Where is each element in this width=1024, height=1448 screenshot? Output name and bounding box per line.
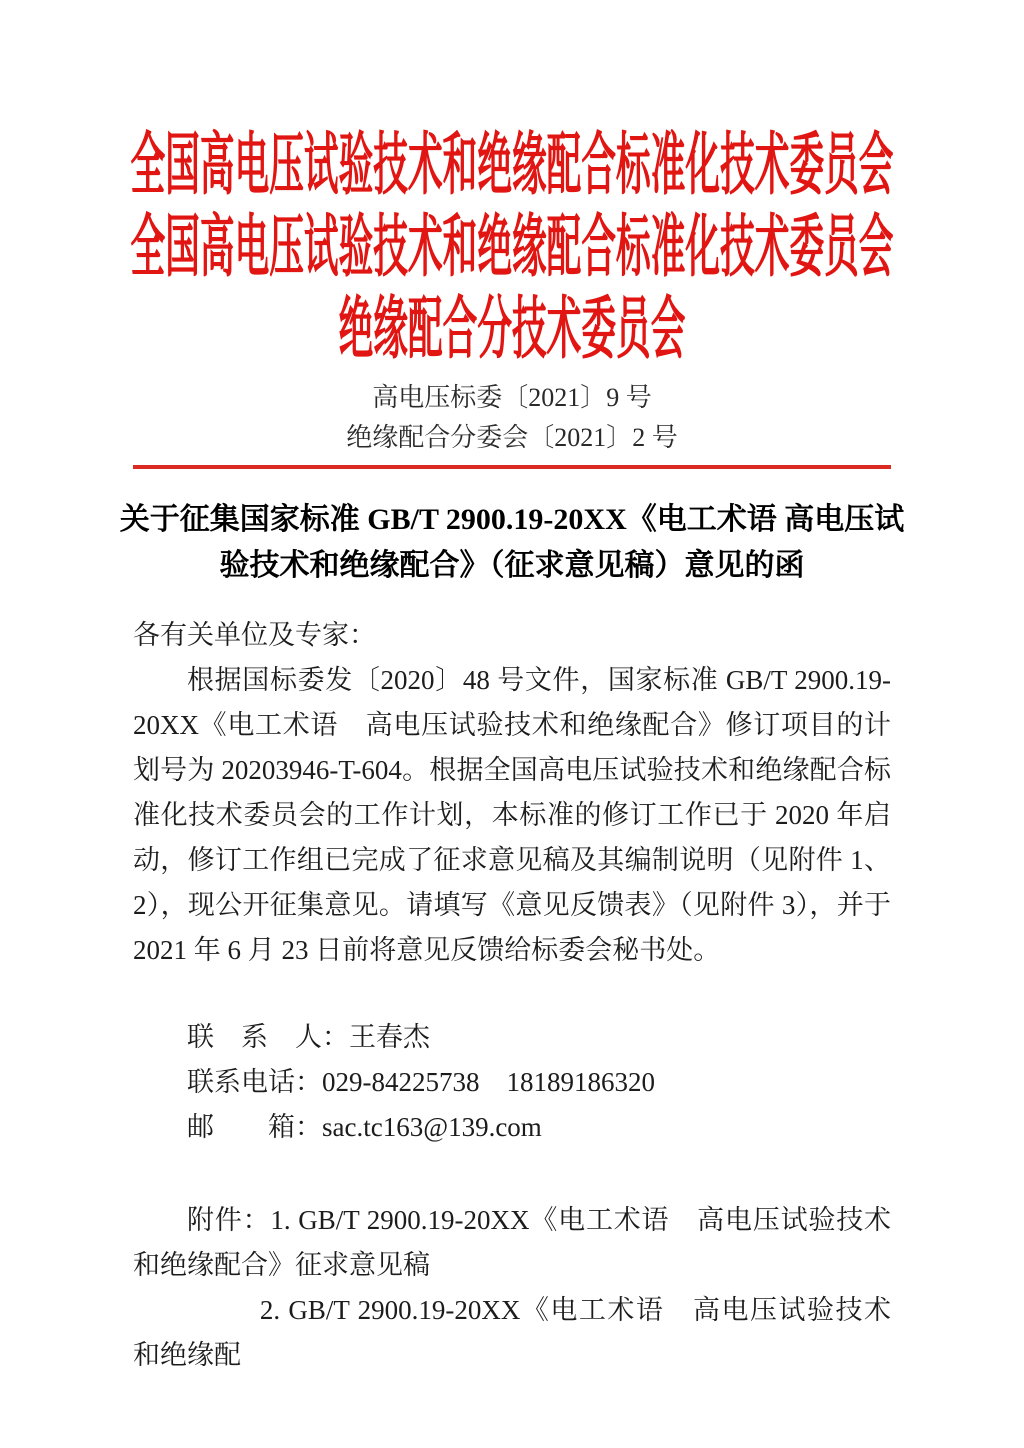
attachment-item-1-line — [133, 1198, 891, 1288]
doc-number-main: 高电压标委〔2021〕9 号 — [372, 383, 652, 412]
contact-phone-line — [187, 1060, 891, 1105]
contact-person-value: 王春杰 — [349, 1022, 430, 1052]
contact-person-label: 联 系 人： — [187, 1022, 349, 1052]
contact-email-label: 邮 箱： — [187, 1112, 322, 1142]
org-name-row-1 — [130, 124, 894, 206]
org-name-line-1: 全国高电压试验技术和绝缘配合标准化技术委员会 — [130, 127, 894, 203]
attachments-block — [133, 1198, 891, 1378]
main-paragraph: 根据国标委发〔2020〕48 号文件，国家标准 GB/T 2900.19-20XX《电工术语 高电压试验技术和绝缘配合》修订项目的计划号为 20203946-T-604。根据全国高电压试验技术和绝缘配合标准化技术委员会的工作计划，本标准的修订工作已于 2020 年启动，修订工作组已完成了征求意见稿及其编制说明（见附件 1、2），现公开征集意见。请填写《意见反馈表》（见附件 3），并于 2021 年 6 月 23 日前将意见反馈给标委会秘书处。 — [133, 665, 891, 965]
contact-person-line — [187, 1015, 891, 1060]
contact-email-value: sac.tc163@139.com — [322, 1112, 542, 1142]
org-name-line-3: 绝缘配合分技术委员会 — [338, 291, 686, 367]
contact-phone-value: 029-84225738 18189186320 — [322, 1067, 655, 1097]
org-name-row-2 — [130, 206, 894, 288]
contact-phone-label: 联系电话： — [187, 1067, 322, 1097]
letterhead-divider-rule — [133, 465, 891, 469]
salutation: 各有关单位及专家： — [133, 620, 376, 650]
contact-block — [133, 1015, 891, 1150]
document-title-line-2: 验技术和绝缘配合》（征求意见稿）意见的函 — [219, 549, 805, 582]
contact-email-line — [187, 1105, 891, 1150]
attachments-label: 附件： — [187, 1205, 271, 1235]
document-numbers — [133, 378, 891, 458]
document-title — [119, 497, 905, 589]
document-title-line-1: 关于征集国家标准 GB/T 2900.19-20XX《电工术语 高电压试 — [119, 503, 905, 536]
red-letterhead — [130, 0, 894, 370]
document-body — [133, 613, 891, 1378]
attachment-item-2: 2. GB/T 2900.19-20XX《电工术语 高电压试验技术和绝缘配 — [133, 1295, 891, 1370]
doc-number-sub: 绝缘配合分委会〔2021〕2 号 — [346, 423, 678, 452]
org-name-line-2: 全国高电压试验技术和绝缘配合标准化技术委员会 — [130, 209, 894, 285]
attachment-item-1: 1. GB/T 2900.19-20XX《电工术语 高电压试验技术和绝缘配合》征求意见稿 — [133, 1205, 891, 1280]
org-name-row-3 — [133, 288, 891, 370]
